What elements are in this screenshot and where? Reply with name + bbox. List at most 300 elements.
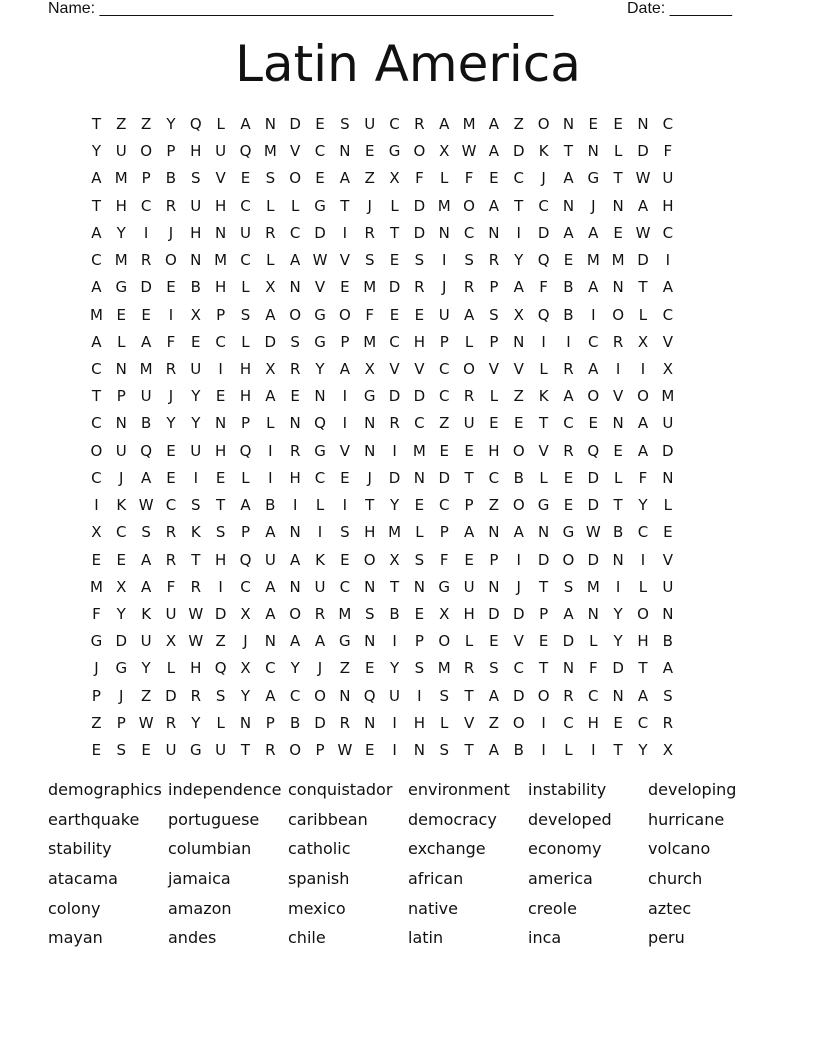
grid-letter[interactable]: M xyxy=(263,142,277,161)
grid-letter[interactable]: Q xyxy=(239,142,252,161)
grid-letter[interactable]: X xyxy=(240,604,251,623)
grid-letter[interactable]: O xyxy=(562,550,575,569)
grid-letter[interactable]: X xyxy=(116,577,127,596)
grid-letter[interactable]: N xyxy=(215,223,227,242)
grid-letter[interactable]: A xyxy=(637,441,649,460)
grid-letter[interactable]: B xyxy=(513,468,524,487)
grid-letter[interactable]: T xyxy=(464,741,474,760)
grid-letter[interactable]: S xyxy=(663,686,673,705)
grid-letter[interactable]: K xyxy=(141,604,152,623)
grid-letter[interactable]: U xyxy=(463,414,475,433)
grid-letter[interactable]: B xyxy=(389,604,400,623)
grid-letter[interactable]: C xyxy=(662,115,674,133)
grid-letter[interactable]: E xyxy=(141,741,151,760)
grid-letter[interactable]: C xyxy=(588,332,599,351)
grid-letter[interactable]: E xyxy=(414,305,425,324)
grid-letter[interactable]: N xyxy=(413,468,425,487)
grid-letter[interactable]: P xyxy=(489,550,499,569)
grid-letter[interactable]: O xyxy=(637,604,649,623)
grid-letter[interactable]: X xyxy=(439,142,450,161)
grid-letter[interactable]: D xyxy=(562,632,575,651)
grid-letter[interactable]: O xyxy=(612,305,625,324)
grid-letter[interactable]: D xyxy=(165,686,177,705)
grid-letter[interactable]: Z xyxy=(364,169,375,188)
grid-letter[interactable]: C xyxy=(488,468,500,487)
grid-letter[interactable]: W xyxy=(312,251,328,270)
grid-letter[interactable]: Z xyxy=(488,713,500,732)
grid-letter[interactable]: W xyxy=(138,713,154,732)
grid-letter[interactable]: K xyxy=(538,387,549,406)
grid-letter[interactable]: N xyxy=(215,414,227,433)
grid-letter[interactable]: L xyxy=(464,632,474,651)
grid-letter[interactable]: E xyxy=(663,523,673,542)
grid-letter[interactable]: B xyxy=(165,169,177,188)
grid-letter[interactable]: Z xyxy=(439,414,450,433)
grid-letter[interactable]: N xyxy=(264,115,276,133)
grid-letter[interactable]: R xyxy=(265,741,276,760)
grid-letter[interactable]: D xyxy=(512,142,525,161)
grid-letter[interactable]: N xyxy=(190,251,202,270)
grid-letter[interactable]: U xyxy=(662,577,674,596)
grid-letter[interactable]: D xyxy=(512,686,525,705)
grid-letter[interactable]: E xyxy=(464,441,474,460)
grid-letter[interactable]: D xyxy=(314,713,326,732)
grid-letter[interactable]: O xyxy=(537,686,550,705)
grid-letter[interactable]: E xyxy=(563,496,574,515)
grid-letter[interactable]: H xyxy=(190,223,202,242)
grid-letter[interactable]: O xyxy=(363,550,376,569)
grid-letter[interactable]: U xyxy=(264,550,276,569)
grid-letter[interactable]: F xyxy=(365,305,375,324)
grid-letter[interactable]: E xyxy=(563,468,574,487)
grid-letter[interactable]: V xyxy=(463,713,475,732)
grid-letter[interactable]: I xyxy=(541,713,546,732)
grid-letter[interactable]: J xyxy=(119,468,124,487)
grid-letter[interactable]: O xyxy=(438,632,451,651)
grid-letter[interactable]: R xyxy=(165,196,177,215)
grid-letter[interactable]: U xyxy=(364,115,376,133)
grid-letter[interactable]: M xyxy=(412,441,426,460)
grid-letter[interactable]: N xyxy=(637,115,649,133)
grid-letter[interactable]: E xyxy=(116,550,126,569)
grid-letter[interactable]: R xyxy=(190,577,202,596)
grid-letter[interactable]: X xyxy=(637,332,649,351)
grid-letter[interactable]: U xyxy=(115,142,127,161)
grid-letter[interactable]: X xyxy=(389,169,400,188)
grid-letter[interactable]: N xyxy=(438,223,450,242)
grid-letter[interactable]: N xyxy=(587,604,599,623)
grid-letter[interactable]: A xyxy=(240,115,251,133)
grid-letter[interactable]: W xyxy=(337,741,353,760)
grid-letter[interactable]: C xyxy=(414,414,425,433)
grid-letter[interactable]: O xyxy=(165,251,177,270)
grid-letter[interactable]: T xyxy=(365,496,375,515)
grid-letter[interactable]: S xyxy=(439,741,449,760)
grid-letter[interactable]: S xyxy=(340,115,350,133)
grid-letter[interactable]: I xyxy=(665,251,671,270)
grid-letter[interactable]: V xyxy=(389,359,400,378)
grid-letter[interactable]: N xyxy=(115,414,127,433)
grid-letter[interactable]: H xyxy=(190,142,202,161)
grid-letter[interactable]: A xyxy=(140,550,152,569)
grid-letter[interactable]: W xyxy=(138,496,154,515)
grid-letter[interactable]: J xyxy=(591,196,596,215)
grid-letter[interactable]: N xyxy=(364,632,376,651)
grid-letter[interactable]: O xyxy=(289,604,302,623)
grid-letter[interactable]: F xyxy=(588,659,598,678)
grid-letter[interactable]: C xyxy=(662,223,674,242)
grid-letter[interactable]: H xyxy=(215,196,227,215)
grid-letter[interactable]: Z xyxy=(91,713,102,732)
grid-letter[interactable]: L xyxy=(117,332,126,351)
grid-letter[interactable]: N xyxy=(115,359,127,378)
grid-letter[interactable]: F xyxy=(638,468,648,487)
grid-letter[interactable]: N xyxy=(239,713,252,732)
grid-letter[interactable]: X xyxy=(662,741,673,760)
grid-letter[interactable]: A xyxy=(91,278,102,297)
grid-letter[interactable]: K xyxy=(190,523,201,542)
grid-letter[interactable]: N xyxy=(612,550,624,569)
grid-letter[interactable]: T xyxy=(389,223,400,242)
grid-letter[interactable]: J xyxy=(243,632,248,651)
grid-letter[interactable]: C xyxy=(314,468,326,487)
grid-letter[interactable]: U xyxy=(165,741,177,760)
grid-letter[interactable]: T xyxy=(91,387,101,406)
grid-letter[interactable]: N xyxy=(488,523,500,542)
grid-letter[interactable]: X xyxy=(364,359,375,378)
grid-letter[interactable]: A xyxy=(91,223,102,242)
grid-letter[interactable]: E xyxy=(340,468,350,487)
grid-letter[interactable]: B xyxy=(513,741,524,760)
grid-letter[interactable]: G xyxy=(90,632,103,651)
grid-letter[interactable]: S xyxy=(563,577,574,596)
grid-letter[interactable]: N xyxy=(289,523,301,542)
grid-letter[interactable]: N xyxy=(488,577,500,596)
grid-letter[interactable]: R xyxy=(165,713,177,732)
grid-letter[interactable]: U xyxy=(215,142,227,161)
grid-letter[interactable]: I xyxy=(392,741,397,760)
grid-letter[interactable]: A xyxy=(463,523,475,542)
grid-letter[interactable]: U xyxy=(662,169,674,188)
grid-letter[interactable]: C xyxy=(91,251,102,270)
grid-letter[interactable]: O xyxy=(289,169,302,188)
grid-letter[interactable]: S xyxy=(191,169,201,188)
grid-letter[interactable]: P xyxy=(439,523,449,542)
grid-letter[interactable]: H xyxy=(215,441,227,460)
grid-letter[interactable]: B xyxy=(290,713,301,732)
grid-letter[interactable]: Y xyxy=(91,142,101,161)
grid-letter[interactable]: U xyxy=(140,632,152,651)
grid-letter[interactable]: G xyxy=(189,741,202,760)
grid-letter[interactable]: Y xyxy=(613,604,623,623)
grid-letter[interactable]: Y xyxy=(141,659,151,678)
grid-letter[interactable]: A xyxy=(563,387,574,406)
grid-letter[interactable]: C xyxy=(289,223,301,242)
grid-letter[interactable]: R xyxy=(140,251,152,270)
grid-letter[interactable]: C xyxy=(91,359,102,378)
grid-letter[interactable]: D xyxy=(612,659,624,678)
grid-letter[interactable]: R xyxy=(563,686,574,705)
grid-letter[interactable]: H xyxy=(587,713,599,732)
grid-letter[interactable]: D xyxy=(537,223,550,242)
grid-letter[interactable]: C xyxy=(389,332,400,351)
grid-letter[interactable]: N xyxy=(314,387,326,406)
grid-letter[interactable]: N xyxy=(289,414,301,433)
grid-letter[interactable]: W xyxy=(461,142,477,161)
grid-letter[interactable]: V xyxy=(314,278,326,297)
grid-letter[interactable]: S xyxy=(141,523,151,542)
grid-letter[interactable]: S xyxy=(489,305,499,324)
grid-letter[interactable]: O xyxy=(140,142,153,161)
grid-letter[interactable]: H xyxy=(239,359,252,378)
grid-letter[interactable]: A xyxy=(563,604,574,623)
grid-letter[interactable]: E xyxy=(340,278,350,297)
grid-letter[interactable]: C xyxy=(463,223,475,242)
grid-letter[interactable]: W xyxy=(188,604,204,623)
grid-letter[interactable]: D xyxy=(413,387,426,406)
grid-letter[interactable]: U xyxy=(190,196,202,215)
grid-letter[interactable]: A xyxy=(290,632,301,651)
grid-letter[interactable]: D xyxy=(388,468,401,487)
grid-letter[interactable]: D xyxy=(289,115,301,133)
grid-letter[interactable]: A xyxy=(140,577,152,596)
grid-letter[interactable]: C xyxy=(637,713,649,732)
grid-letter[interactable]: L xyxy=(241,278,250,297)
grid-letter[interactable]: N xyxy=(364,441,376,460)
grid-letter[interactable]: Y xyxy=(191,713,201,732)
grid-letter[interactable]: I xyxy=(94,496,99,515)
grid-letter[interactable]: B xyxy=(265,496,276,515)
grid-letter[interactable]: Y xyxy=(315,359,325,378)
grid-letter[interactable]: O xyxy=(90,441,103,460)
grid-letter[interactable]: E xyxy=(588,115,599,133)
grid-letter[interactable]: X xyxy=(513,305,524,324)
grid-letter[interactable]: J xyxy=(119,686,124,705)
grid-letter[interactable]: G xyxy=(314,196,326,215)
grid-letter[interactable]: D xyxy=(587,468,600,487)
grid-letter[interactable]: L xyxy=(564,741,573,760)
grid-letter[interactable]: S xyxy=(240,305,251,324)
grid-letter[interactable]: N xyxy=(612,414,624,433)
grid-letter[interactable]: I xyxy=(615,577,621,596)
grid-letter[interactable]: O xyxy=(463,196,475,215)
grid-letter[interactable]: Y xyxy=(116,223,126,242)
grid-letter[interactable]: X xyxy=(662,359,673,378)
grid-letter[interactable]: D xyxy=(115,632,128,651)
grid-letter[interactable]: S xyxy=(414,251,425,270)
grid-letter[interactable]: A xyxy=(265,523,276,542)
grid-letter[interactable]: G xyxy=(314,332,326,351)
grid-letter[interactable]: A xyxy=(91,332,102,351)
grid-letter[interactable]: L xyxy=(390,196,399,215)
grid-letter[interactable]: Q xyxy=(587,441,600,460)
grid-letter[interactable]: L xyxy=(489,387,499,406)
grid-letter[interactable]: H xyxy=(413,713,426,732)
grid-letter[interactable]: Z xyxy=(215,632,226,651)
grid-letter[interactable]: M xyxy=(363,332,377,351)
grid-letter[interactable]: S xyxy=(489,659,499,678)
grid-letter[interactable]: R xyxy=(364,223,375,242)
grid-letter[interactable]: E xyxy=(215,387,226,406)
grid-letter[interactable]: T xyxy=(613,496,623,515)
grid-letter[interactable]: E xyxy=(439,441,449,460)
grid-letter[interactable]: T xyxy=(514,196,524,215)
grid-letter[interactable]: A xyxy=(563,223,574,242)
grid-letter[interactable]: L xyxy=(241,332,250,351)
grid-letter[interactable]: X xyxy=(240,659,251,678)
grid-letter[interactable]: O xyxy=(512,713,525,732)
grid-letter[interactable]: N xyxy=(537,523,550,542)
grid-letter[interactable]: T xyxy=(464,468,474,487)
grid-letter[interactable]: R xyxy=(414,278,425,297)
grid-letter[interactable]: D xyxy=(413,196,426,215)
grid-letter[interactable]: L xyxy=(613,468,623,487)
grid-letter[interactable]: L xyxy=(663,496,672,515)
grid-letter[interactable]: A xyxy=(140,468,152,487)
grid-letter[interactable]: D xyxy=(587,496,600,515)
grid-letter[interactable]: M xyxy=(586,251,600,270)
grid-letter[interactable]: T xyxy=(613,741,623,760)
grid-letter[interactable]: E xyxy=(489,414,499,433)
grid-letter[interactable]: N xyxy=(339,142,351,161)
grid-letter[interactable]: L xyxy=(464,332,474,351)
date-field[interactable]: Date: _______ xyxy=(627,0,732,17)
grid-letter[interactable]: Q xyxy=(363,686,376,705)
grid-letter[interactable]: E xyxy=(141,305,151,324)
grid-letter[interactable]: R xyxy=(289,359,301,378)
grid-letter[interactable]: P xyxy=(216,305,226,324)
grid-letter[interactable]: R xyxy=(339,713,351,732)
grid-letter[interactable]: K xyxy=(315,550,325,569)
grid-letter[interactable]: X xyxy=(265,278,276,297)
grid-letter[interactable]: G xyxy=(363,387,376,406)
grid-letter[interactable]: A xyxy=(588,278,599,297)
grid-letter[interactable]: P xyxy=(265,713,275,732)
grid-letter[interactable]: X xyxy=(165,632,177,651)
grid-letter[interactable]: E xyxy=(613,441,623,460)
grid-letter[interactable]: O xyxy=(413,142,426,161)
grid-letter[interactable]: L xyxy=(613,142,623,161)
grid-letter[interactable]: A xyxy=(265,686,276,705)
grid-letter[interactable]: T xyxy=(216,496,226,515)
grid-letter[interactable]: D xyxy=(587,550,600,569)
grid-letter[interactable]: A xyxy=(91,169,102,188)
grid-letter[interactable]: M xyxy=(611,251,625,270)
grid-letter[interactable]: P xyxy=(414,632,424,651)
grid-letter[interactable]: N xyxy=(662,604,674,623)
letter-grid[interactable] xyxy=(84,114,732,767)
grid-letter[interactable]: F xyxy=(439,550,449,569)
grid-letter[interactable]: C xyxy=(165,496,177,515)
grid-letter[interactable]: Q xyxy=(140,441,153,460)
grid-letter[interactable]: M xyxy=(214,251,228,270)
grid-letter[interactable]: N xyxy=(364,713,376,732)
grid-letter[interactable]: I xyxy=(292,496,298,515)
grid-letter[interactable]: O xyxy=(289,305,302,324)
grid-letter[interactable]: I xyxy=(392,632,397,651)
grid-letter[interactable]: R xyxy=(389,414,400,433)
grid-letter[interactable]: U xyxy=(215,741,227,760)
grid-letter[interactable]: E xyxy=(116,305,126,324)
grid-letter[interactable]: U xyxy=(140,387,152,406)
grid-letter[interactable]: I xyxy=(516,550,521,569)
grid-letter[interactable]: N xyxy=(364,414,376,433)
grid-letter[interactable]: E xyxy=(514,414,524,433)
grid-letter[interactable]: O xyxy=(338,305,351,324)
grid-letter[interactable]: T xyxy=(91,196,101,215)
grid-letter[interactable]: E xyxy=(91,550,102,569)
grid-letter[interactable]: L xyxy=(440,713,449,732)
grid-letter[interactable]: E xyxy=(364,741,375,760)
grid-letter[interactable]: U xyxy=(115,441,127,460)
grid-letter[interactable]: B xyxy=(563,305,574,324)
grid-letter[interactable]: I xyxy=(591,741,596,760)
grid-letter[interactable]: I xyxy=(268,468,273,487)
grid-letter[interactable]: P xyxy=(464,496,474,515)
grid-letter[interactable]: A xyxy=(488,741,500,760)
grid-letter[interactable]: T xyxy=(91,115,101,133)
grid-letter[interactable]: D xyxy=(388,387,401,406)
grid-letter[interactable]: A xyxy=(637,686,649,705)
grid-letter[interactable]: A xyxy=(637,414,649,433)
grid-letter[interactable]: O xyxy=(512,496,525,515)
grid-letter[interactable]: A xyxy=(513,278,524,297)
grid-letter[interactable]: X xyxy=(389,550,400,569)
grid-letter[interactable]: T xyxy=(613,169,623,188)
grid-letter[interactable]: P xyxy=(141,169,151,188)
grid-letter[interactable]: L xyxy=(638,577,648,596)
grid-letter[interactable]: N xyxy=(587,142,599,161)
grid-letter[interactable]: A xyxy=(513,523,524,542)
grid-letter[interactable]: U xyxy=(239,223,251,242)
grid-letter[interactable]: L xyxy=(440,169,449,188)
grid-letter[interactable]: C xyxy=(588,686,599,705)
grid-letter[interactable]: G xyxy=(115,278,128,297)
grid-letter[interactable]: P xyxy=(489,332,499,351)
grid-letter[interactable]: F xyxy=(415,169,424,188)
grid-letter[interactable]: W xyxy=(635,223,651,242)
grid-letter[interactable]: C xyxy=(265,659,276,678)
grid-letter[interactable]: H xyxy=(239,387,252,406)
grid-letter[interactable]: C xyxy=(215,332,226,351)
grid-letter[interactable]: G xyxy=(587,169,600,188)
grid-letter[interactable]: G xyxy=(339,632,351,651)
grid-letter[interactable]: R xyxy=(165,359,177,378)
grid-letter[interactable]: L xyxy=(266,251,275,270)
grid-letter[interactable]: M xyxy=(89,305,103,324)
grid-letter[interactable]: D xyxy=(264,332,277,351)
grid-letter[interactable]: Z xyxy=(339,659,350,678)
grid-letter[interactable]: I xyxy=(317,523,323,542)
grid-letter[interactable]: V xyxy=(538,441,549,460)
grid-letter[interactable]: M xyxy=(437,196,451,215)
grid-letter[interactable]: A xyxy=(637,196,649,215)
grid-letter[interactable]: N xyxy=(562,115,575,133)
grid-letter[interactable]: D xyxy=(388,278,401,297)
grid-letter[interactable]: A xyxy=(240,496,251,515)
grid-letter[interactable]: A xyxy=(339,169,350,188)
grid-letter[interactable]: Y xyxy=(191,414,201,433)
grid-letter[interactable]: E xyxy=(166,441,176,460)
grid-letter[interactable]: O xyxy=(512,441,525,460)
grid-letter[interactable]: H xyxy=(637,632,649,651)
grid-letter[interactable]: R xyxy=(563,441,574,460)
grid-letter[interactable]: R xyxy=(488,251,500,270)
grid-letter[interactable]: E xyxy=(340,550,350,569)
grid-letter[interactable]: D xyxy=(413,223,426,242)
grid-letter[interactable]: R xyxy=(414,115,425,133)
grid-letter[interactable]: R xyxy=(463,278,475,297)
